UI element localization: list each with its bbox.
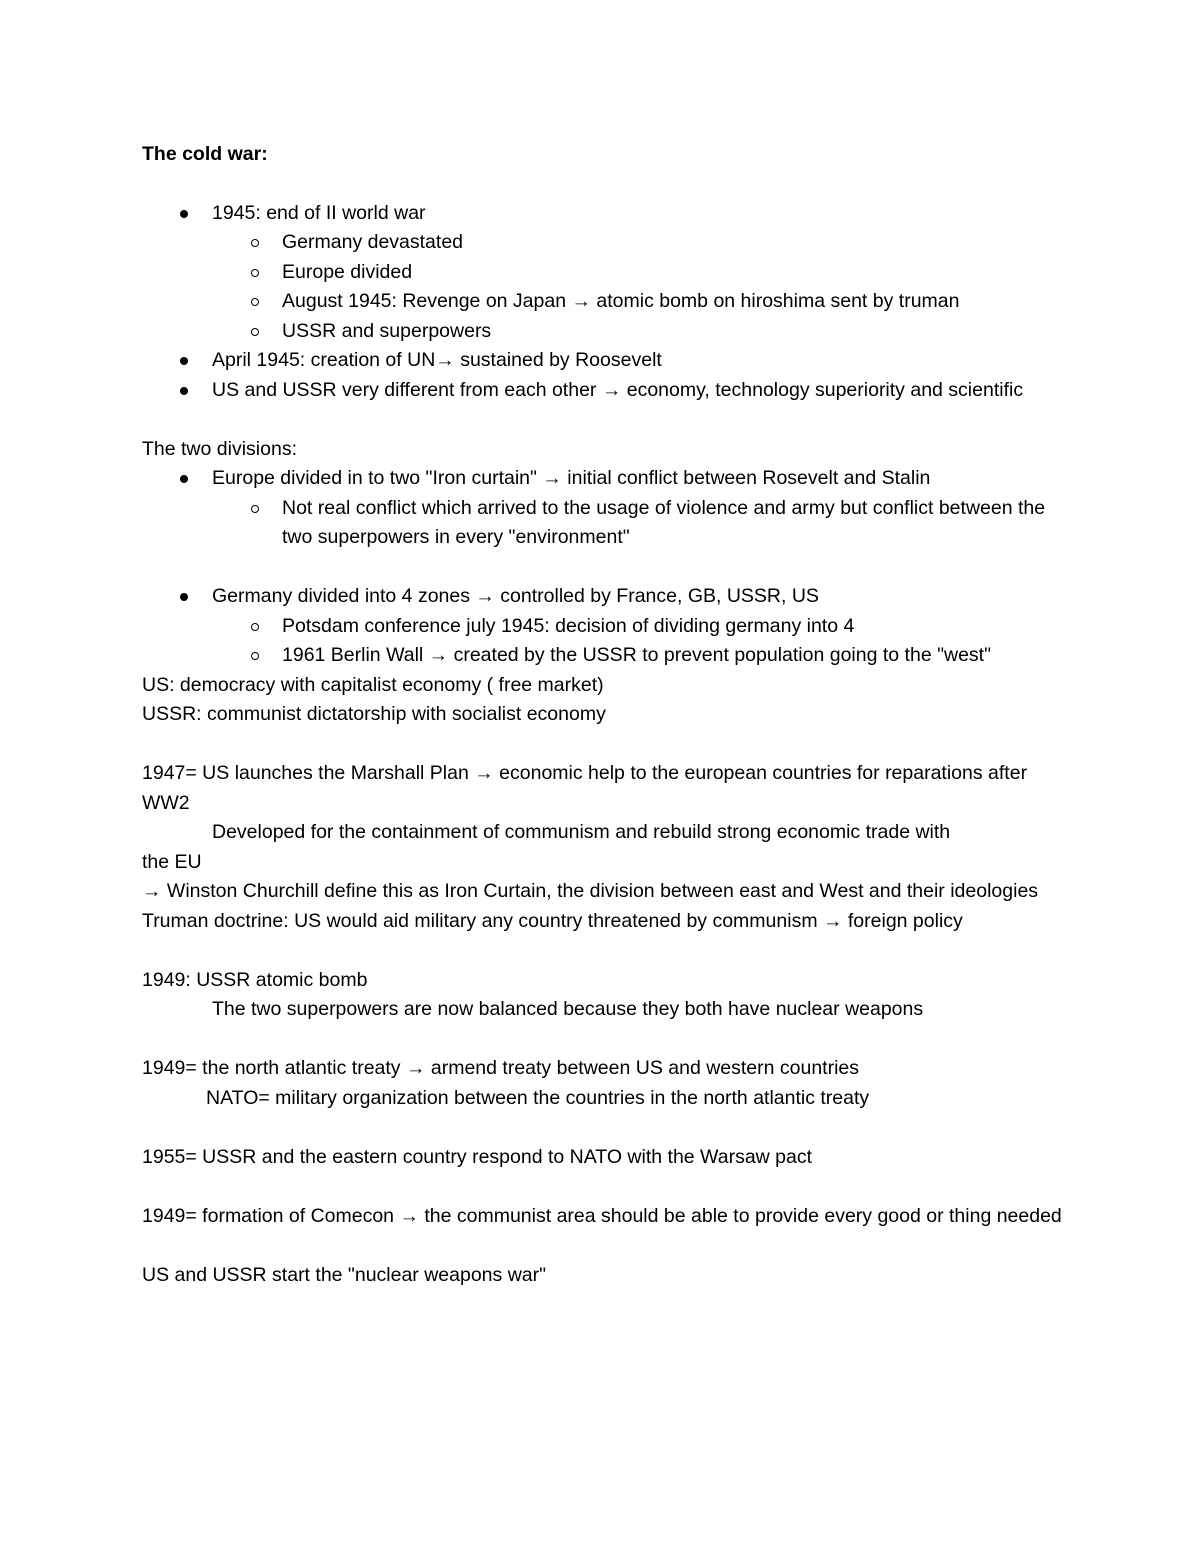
bullet-dot-icon	[180, 387, 188, 395]
list-item	[142, 258, 1062, 288]
paragraph-nuclear-war: US and USSR start the "nuclear weapons war"	[142, 1263, 547, 1286]
list-item	[142, 346, 1062, 376]
list-item	[142, 317, 1062, 347]
list-item-text: 1945: end of II world war	[212, 201, 426, 224]
paragraph-marshall-cont: the EU	[142, 850, 202, 873]
section-heading-divisions: The two divisions:	[142, 437, 297, 460]
list-item	[142, 641, 1062, 671]
paragraph-warsaw: 1955= USSR and the eastern country respond to NATO with the Warsaw pact	[142, 1145, 813, 1168]
list-item-text: Europe divided in to two "Iron curtain" → initial conflict between Rosevelt and Stalin	[212, 467, 931, 489]
bullet-dot-icon	[180, 593, 188, 601]
bullet-ring-icon	[251, 505, 259, 513]
list-item-text: USSR and superpowers	[282, 319, 492, 342]
divisions-list	[142, 464, 1062, 553]
paragraph-nato-sub: NATO= military organization between the countries in the north atlantic treaty	[206, 1086, 870, 1109]
list-item	[142, 612, 1062, 642]
paragraph-churchill: → Winston Churchill define this as Iron Curtain, the division between east and West and their ideologies	[142, 880, 1039, 902]
bullet-ring-icon	[251, 239, 259, 247]
list-item-text: August 1945: Revenge on Japan → atomic bomb on hiroshima sent by truman	[282, 290, 960, 312]
bullet-ring-icon	[251, 652, 259, 660]
list-item-text: 1961 Berlin Wall → created by the USSR to prevent population going to the "west"	[282, 644, 992, 666]
list-item	[142, 376, 1062, 406]
list-item-text: Potsdam conference july 1945: decision of dividing germany into 4	[282, 614, 855, 637]
paragraph-ussr: USSR: communist dictatorship with socialist economy	[142, 703, 606, 725]
list-item	[142, 287, 1062, 317]
paragraph-marshall-plan: 1947= US launches the Marshall Plan → economic help to the european countries for reparations after WW2	[142, 762, 1028, 814]
list-item-text: Europe divided	[282, 260, 413, 283]
list-item	[142, 582, 1062, 612]
list-item	[142, 199, 1062, 229]
document-body	[142, 140, 1062, 1290]
bullet-dot-icon	[180, 210, 188, 218]
list-item	[142, 228, 1062, 258]
bullet-ring-icon	[251, 623, 259, 631]
list-item-text: Germany divided into 4 zones → controlled by France, GB, USSR, US	[212, 585, 819, 607]
germany-list	[142, 582, 1062, 671]
bullet-ring-icon	[251, 269, 259, 277]
paragraph-nato: 1949= the north atlantic treaty → armend treaty between US and western countries	[142, 1057, 860, 1079]
paragraph-us: US: democracy with capitalist economy ( free market)	[142, 673, 604, 696]
bullet-ring-icon	[251, 328, 259, 336]
bullet-ring-icon	[251, 298, 259, 306]
list-item-text: US and USSR very different from each other → economy, technology superiority and scientific	[212, 378, 1024, 401]
paragraph-marshall-indent: Developed for the containment of communism and rebuild strong economic trade with	[212, 821, 951, 843]
list-item-text: Germany devastated	[282, 231, 464, 253]
paragraph-atomic-1949: 1949: USSR atomic bomb	[142, 968, 368, 991]
paragraph-atomic-sub: The two superpowers are now balanced because they both have nuclear weapons	[212, 998, 924, 1020]
paragraph-truman: Truman doctrine: US would aid military any country threatened by communism → foreign policy	[142, 909, 963, 932]
list-item-text: April 1945: creation of UN→ sustained by Roosevelt	[212, 349, 662, 371]
list-item	[142, 464, 1062, 494]
bullet-dot-icon	[180, 475, 188, 483]
bullet-dot-icon	[180, 357, 188, 365]
list-item	[142, 494, 1062, 553]
document-title: The cold war:	[142, 143, 268, 165]
list-item-text: Not real conflict which arrived to the usage of violence and army but conflict between the two superpowers in every "environment"	[282, 496, 1046, 548]
intro-list	[142, 199, 1062, 406]
paragraph-comecon: 1949= formation of Comecon → the communist area should be able to provide every good or thing needed	[142, 1204, 1062, 1227]
